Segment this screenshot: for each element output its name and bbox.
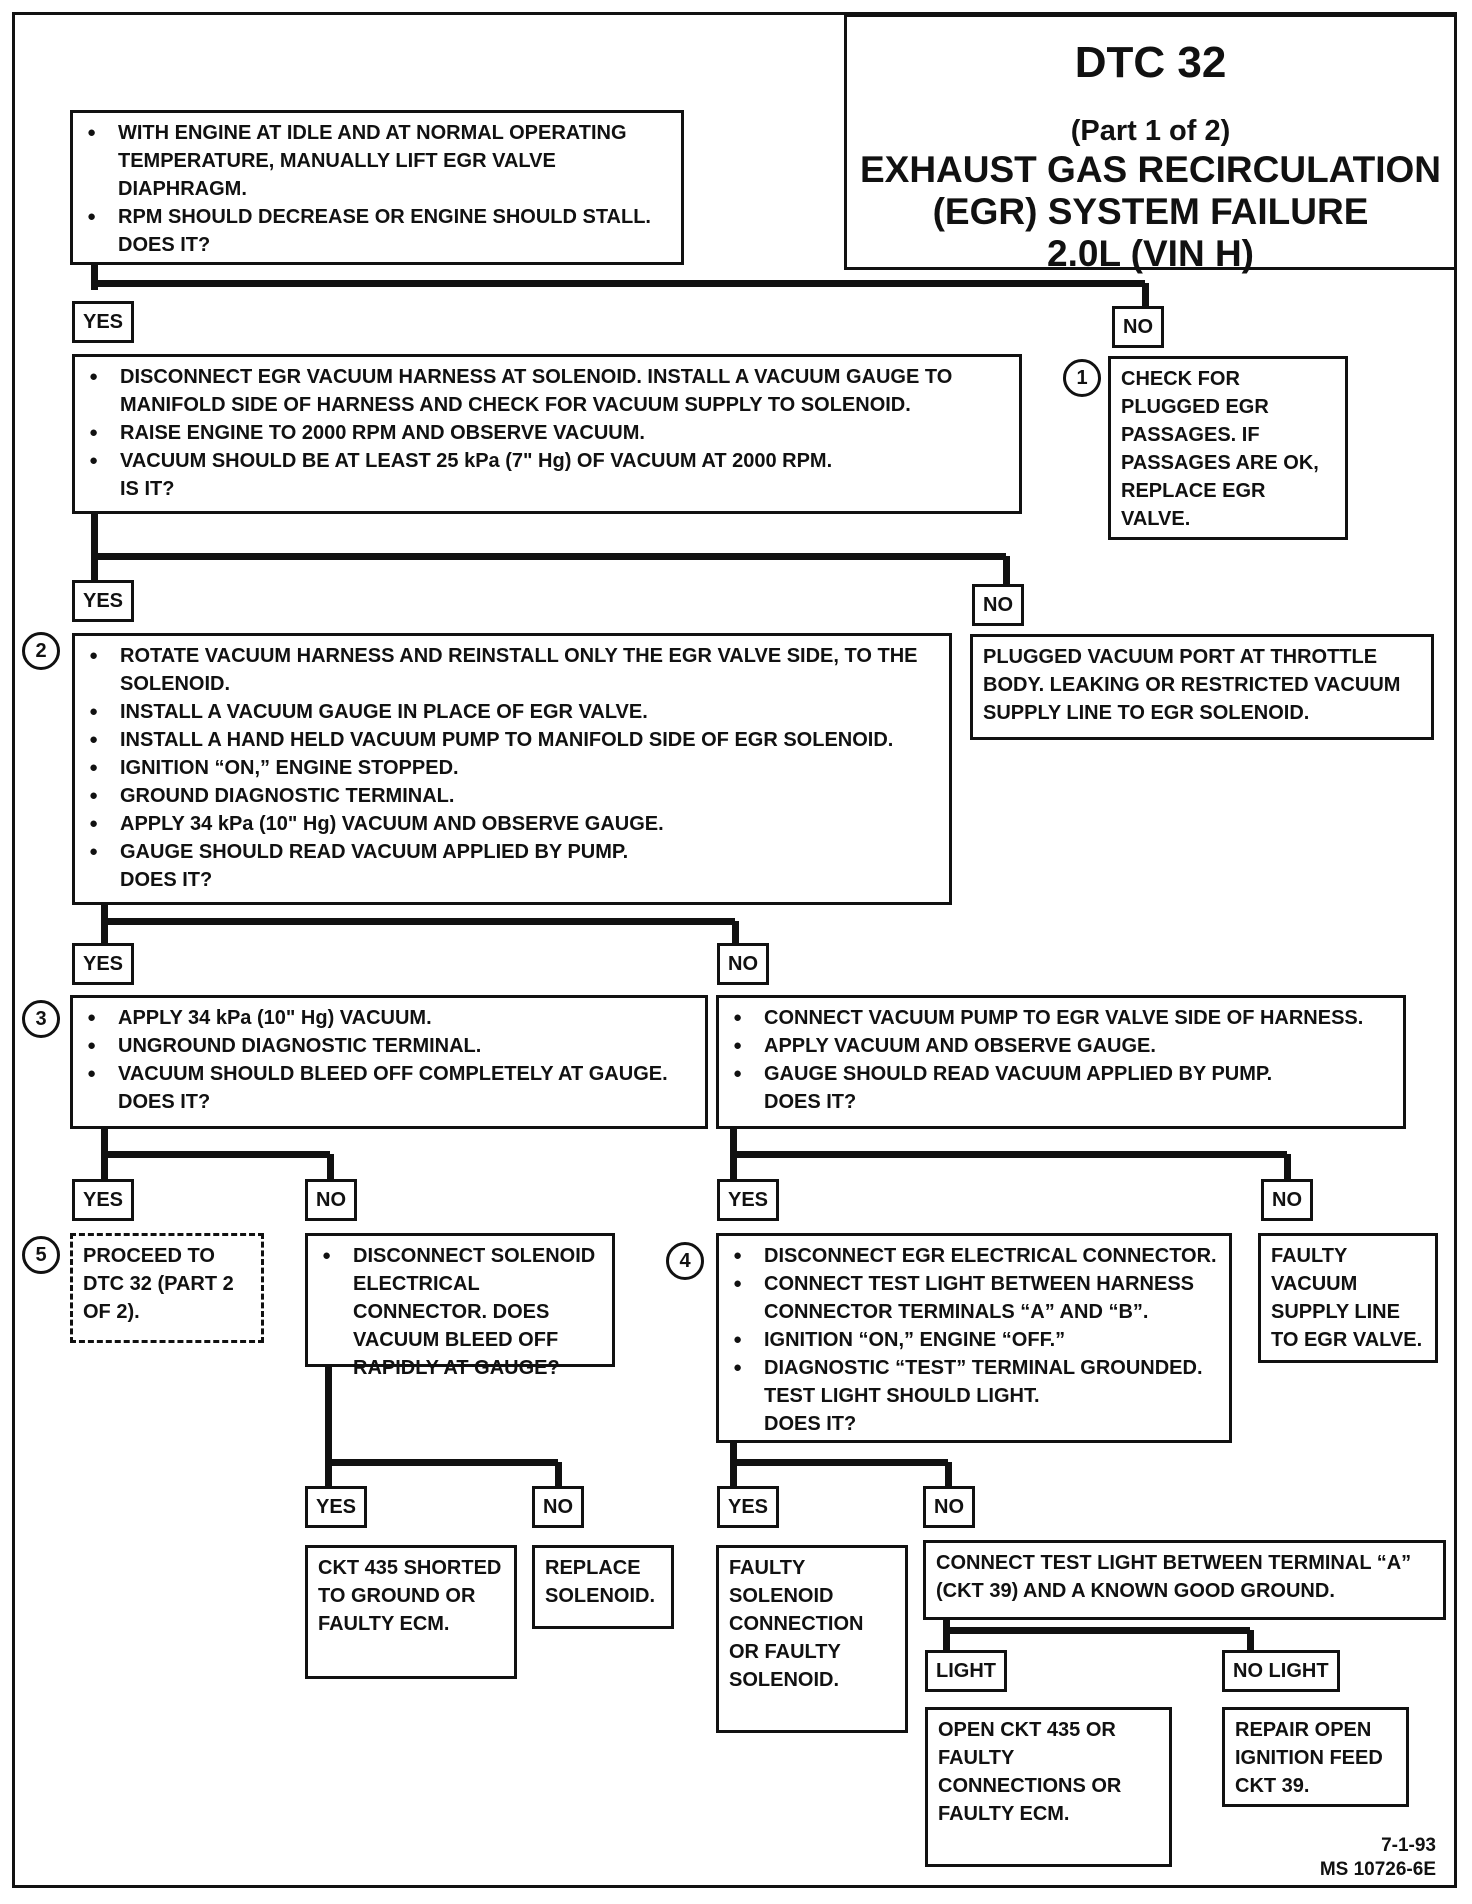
label-no-light: NO LIGHT [1222, 1650, 1340, 1692]
bullet-item: ● IGNITION “ON,” ENGINE STOPPED. [85, 754, 939, 782]
result-faulty-supply [1258, 1233, 1438, 1363]
bullet-list [85, 363, 1009, 475]
result-text: REPAIR OPEN IGNITION FEED CKT 39. [1235, 1719, 1383, 1797]
result-proceed [70, 1233, 264, 1343]
result-text: REPLACE SOLENOID. [545, 1557, 656, 1607]
question: IS IT? [120, 478, 175, 500]
footer [1320, 1834, 1436, 1882]
label-no: NO [972, 584, 1024, 626]
flow-line [91, 514, 98, 580]
bullet-item: ● GAUGE SHOULD READ VACUUM APPLIED BY PUMP. [85, 838, 939, 866]
bullet-item: ● DIAGNOSTIC “TEST” TERMINAL GROUNDED. TEST LIGHT SHOULD LIGHT. [729, 1354, 1219, 1410]
result-replace-solenoid [532, 1545, 674, 1629]
bullet-item: ● INSTALL A HAND HELD VACUUM PUMP TO MANIFOLD SIDE OF EGR SOLENOID. [85, 726, 939, 754]
result-text: OPEN CKT 435 OR FAULTY CONNECTIONS OR FAULTY ECM. [938, 1719, 1122, 1825]
bullet-item: ● GAUGE SHOULD READ VACUUM APPLIED BY PUMP. [729, 1060, 1393, 1088]
bullet-list [83, 119, 671, 231]
flow-line [1284, 1154, 1291, 1179]
marker-4: 4 [666, 1242, 704, 1280]
flow-line [1003, 556, 1010, 584]
bullet-item: ● VACUUM SHOULD BE AT LEAST 25 kPa (7" Hg) OF VACUUM AT 2000 RPM. [85, 447, 1009, 475]
result-ckt435-shorted [305, 1545, 517, 1679]
result-text: CHECK FOR PLUGGED EGR PASSAGES. IF PASSAGES ARE OK, REPLACE EGR VALVE. [1121, 368, 1319, 530]
label-yes: YES [72, 301, 134, 343]
label-no: NO [305, 1179, 357, 1221]
question: DOES IT? [118, 1091, 211, 1113]
result-open-ckt435 [925, 1707, 1172, 1867]
bullet-item: ● ROTATE VACUUM HARNESS AND REINSTALL ONLY THE EGR VALVE SIDE, TO THE SOLENOID. [85, 642, 939, 698]
result-text: PROCEED TO DTC 32 (PART 2 OF 2). [83, 1245, 234, 1323]
bullet-item: ● CONNECT VACUUM PUMP TO EGR VALVE SIDE OF HARNESS. [729, 1004, 1393, 1032]
result-egr-passages [1108, 356, 1348, 540]
result-text: CONNECT TEST LIGHT BETWEEN TERMINAL “A” (CKT 39) AND A KNOWN GOOD GROUND. [936, 1552, 1412, 1602]
bullet-list [729, 1242, 1219, 1410]
result-plugged-port [970, 634, 1434, 740]
label-no: NO [1261, 1179, 1313, 1221]
question: DOES IT? [118, 234, 211, 256]
result-text: CKT 435 SHORTED TO GROUND OR FAULTY ECM. [318, 1557, 502, 1635]
flow-line [943, 1620, 950, 1650]
result-faulty-connection [716, 1545, 908, 1733]
bullet-item: ● APPLY 34 kPa (10" Hg) VACUUM AND OBSERVE GAUGE. [85, 810, 939, 838]
flow-line [945, 1462, 952, 1486]
label-yes: YES [72, 580, 134, 622]
title-line-1: EXHAUST GAS RECIRCULATION [859, 149, 1442, 190]
flow-line [733, 1459, 948, 1466]
dtc-code: DTC 32 [1074, 38, 1227, 87]
bullet-item: ● RAISE ENGINE TO 2000 RPM AND OBSERVE VACUUM. [85, 419, 1009, 447]
marker-5: 5 [22, 1236, 60, 1274]
bullet-item: ● APPLY VACUUM AND OBSERVE GAUGE. [729, 1032, 1393, 1060]
flow-line [94, 553, 1006, 560]
bullet-item: ● GROUND DIAGNOSTIC TERMINAL. [85, 782, 939, 810]
step-start [70, 110, 684, 265]
bullet-item: ● DISCONNECT SOLENOID ELECTRICAL CONNECTOR. DOES VACUUM BLEED OFF RAPIDLY AT GAUGE? [318, 1242, 602, 1382]
bullet-list [83, 1004, 695, 1088]
bullet-item: ● DISCONNECT EGR VACUUM HARNESS AT SOLENOID. INSTALL A VACUUM GAUGE TO MANIFOLD SIDE OF HARNESS AND CHECK FOR VACUUM SUPPLY TO SOLENOID. [85, 363, 1009, 419]
bullet-list [318, 1242, 602, 1382]
result-text: PLUGGED VACUUM PORT AT THROTTLE BODY. LEAKING OR RESTRICTED VACUUM SUPPLY LINE TO EGR SOLENOID. [983, 646, 1401, 724]
title-line-2: (EGR) SYSTEM FAILURE [932, 191, 1369, 232]
flow-line [733, 1151, 1287, 1158]
footer-date: 7-1-93 [1381, 1835, 1436, 1856]
step-ground-test [923, 1540, 1446, 1620]
bullet-item: ● UNGROUND DIAGNOSTIC TERMINAL. [83, 1032, 695, 1060]
flow-line [555, 1462, 562, 1486]
flow-line [104, 1151, 330, 1158]
footer-code: MS 10726-6E [1319, 1859, 1436, 1880]
question: DOES IT? [764, 1091, 857, 1113]
result-text: FAULTY VACUUM SUPPLY LINE TO EGR VALVE. [1271, 1245, 1423, 1351]
step-3 [70, 995, 708, 1129]
bullet-item: ● WITH ENGINE AT IDLE AND AT NORMAL OPERATING TEMPERATURE, MANUALLY LIFT EGR VALVE DIAPHRAGM. [83, 119, 671, 203]
bullet-item: ● CONNECT TEST LIGHT BETWEEN HARNESS CONNECTOR TERMINALS “A” AND “B”. [729, 1270, 1219, 1326]
label-no: NO [532, 1486, 584, 1528]
label-yes: YES [717, 1179, 779, 1221]
flow-line [946, 1627, 1250, 1634]
label-no: NO [1112, 306, 1164, 348]
label-no: NO [717, 943, 769, 985]
flow-line [94, 280, 1145, 287]
step-4 [716, 1233, 1232, 1443]
marker-3: 3 [22, 1000, 60, 1038]
label-yes: YES [72, 943, 134, 985]
bullet-item: ● IGNITION “ON,” ENGINE “OFF.” [729, 1326, 1219, 1354]
marker-2: 2 [22, 632, 60, 670]
bullet-item: ● VACUUM SHOULD BLEED OFF COMPLETELY AT GAUGE. [83, 1060, 695, 1088]
step-pump-check [716, 995, 1406, 1129]
title-block [844, 14, 1457, 274]
label-no: NO [923, 1486, 975, 1528]
result-repair-feed [1222, 1707, 1409, 1807]
bullet-list [729, 1004, 1393, 1088]
bullet-item: ● DISCONNECT EGR ELECTRICAL CONNECTOR. [729, 1242, 1219, 1270]
flow-line [327, 1154, 334, 1179]
bullet-item: ● APPLY 34 kPa (10" Hg) VACUUM. [83, 1004, 695, 1032]
label-yes: YES [72, 1179, 134, 1221]
flow-line [1142, 283, 1149, 306]
flow-line [328, 1459, 558, 1466]
step-solenoid-connector [305, 1233, 615, 1379]
question: DOES IT? [120, 869, 213, 891]
bullet-list [85, 642, 939, 866]
part-indicator: (Part 1 of 2) [1070, 115, 1231, 147]
flow-line [1247, 1630, 1254, 1650]
result-text: FAULTY SOLENOID CONNECTION OR FAULTY SOLENOID. [729, 1557, 864, 1691]
label-light: LIGHT [925, 1650, 1007, 1692]
question: DOES IT? [764, 1413, 857, 1435]
step-2 [72, 633, 952, 905]
title-line-3: 2.0L (VIN H) [1047, 233, 1254, 274]
marker-1: 1 [1063, 359, 1101, 397]
bullet-item: ● RPM SHOULD DECREASE OR ENGINE SHOULD STALL. [83, 203, 671, 231]
flow-line [732, 921, 739, 943]
step-vacuum-check [72, 354, 1022, 514]
bullet-item: ● INSTALL A VACUUM GAUGE IN PLACE OF EGR VALVE. [85, 698, 939, 726]
label-yes: YES [717, 1486, 779, 1528]
flow-line [104, 918, 735, 925]
label-yes: YES [305, 1486, 367, 1528]
flow-line [325, 1367, 332, 1486]
